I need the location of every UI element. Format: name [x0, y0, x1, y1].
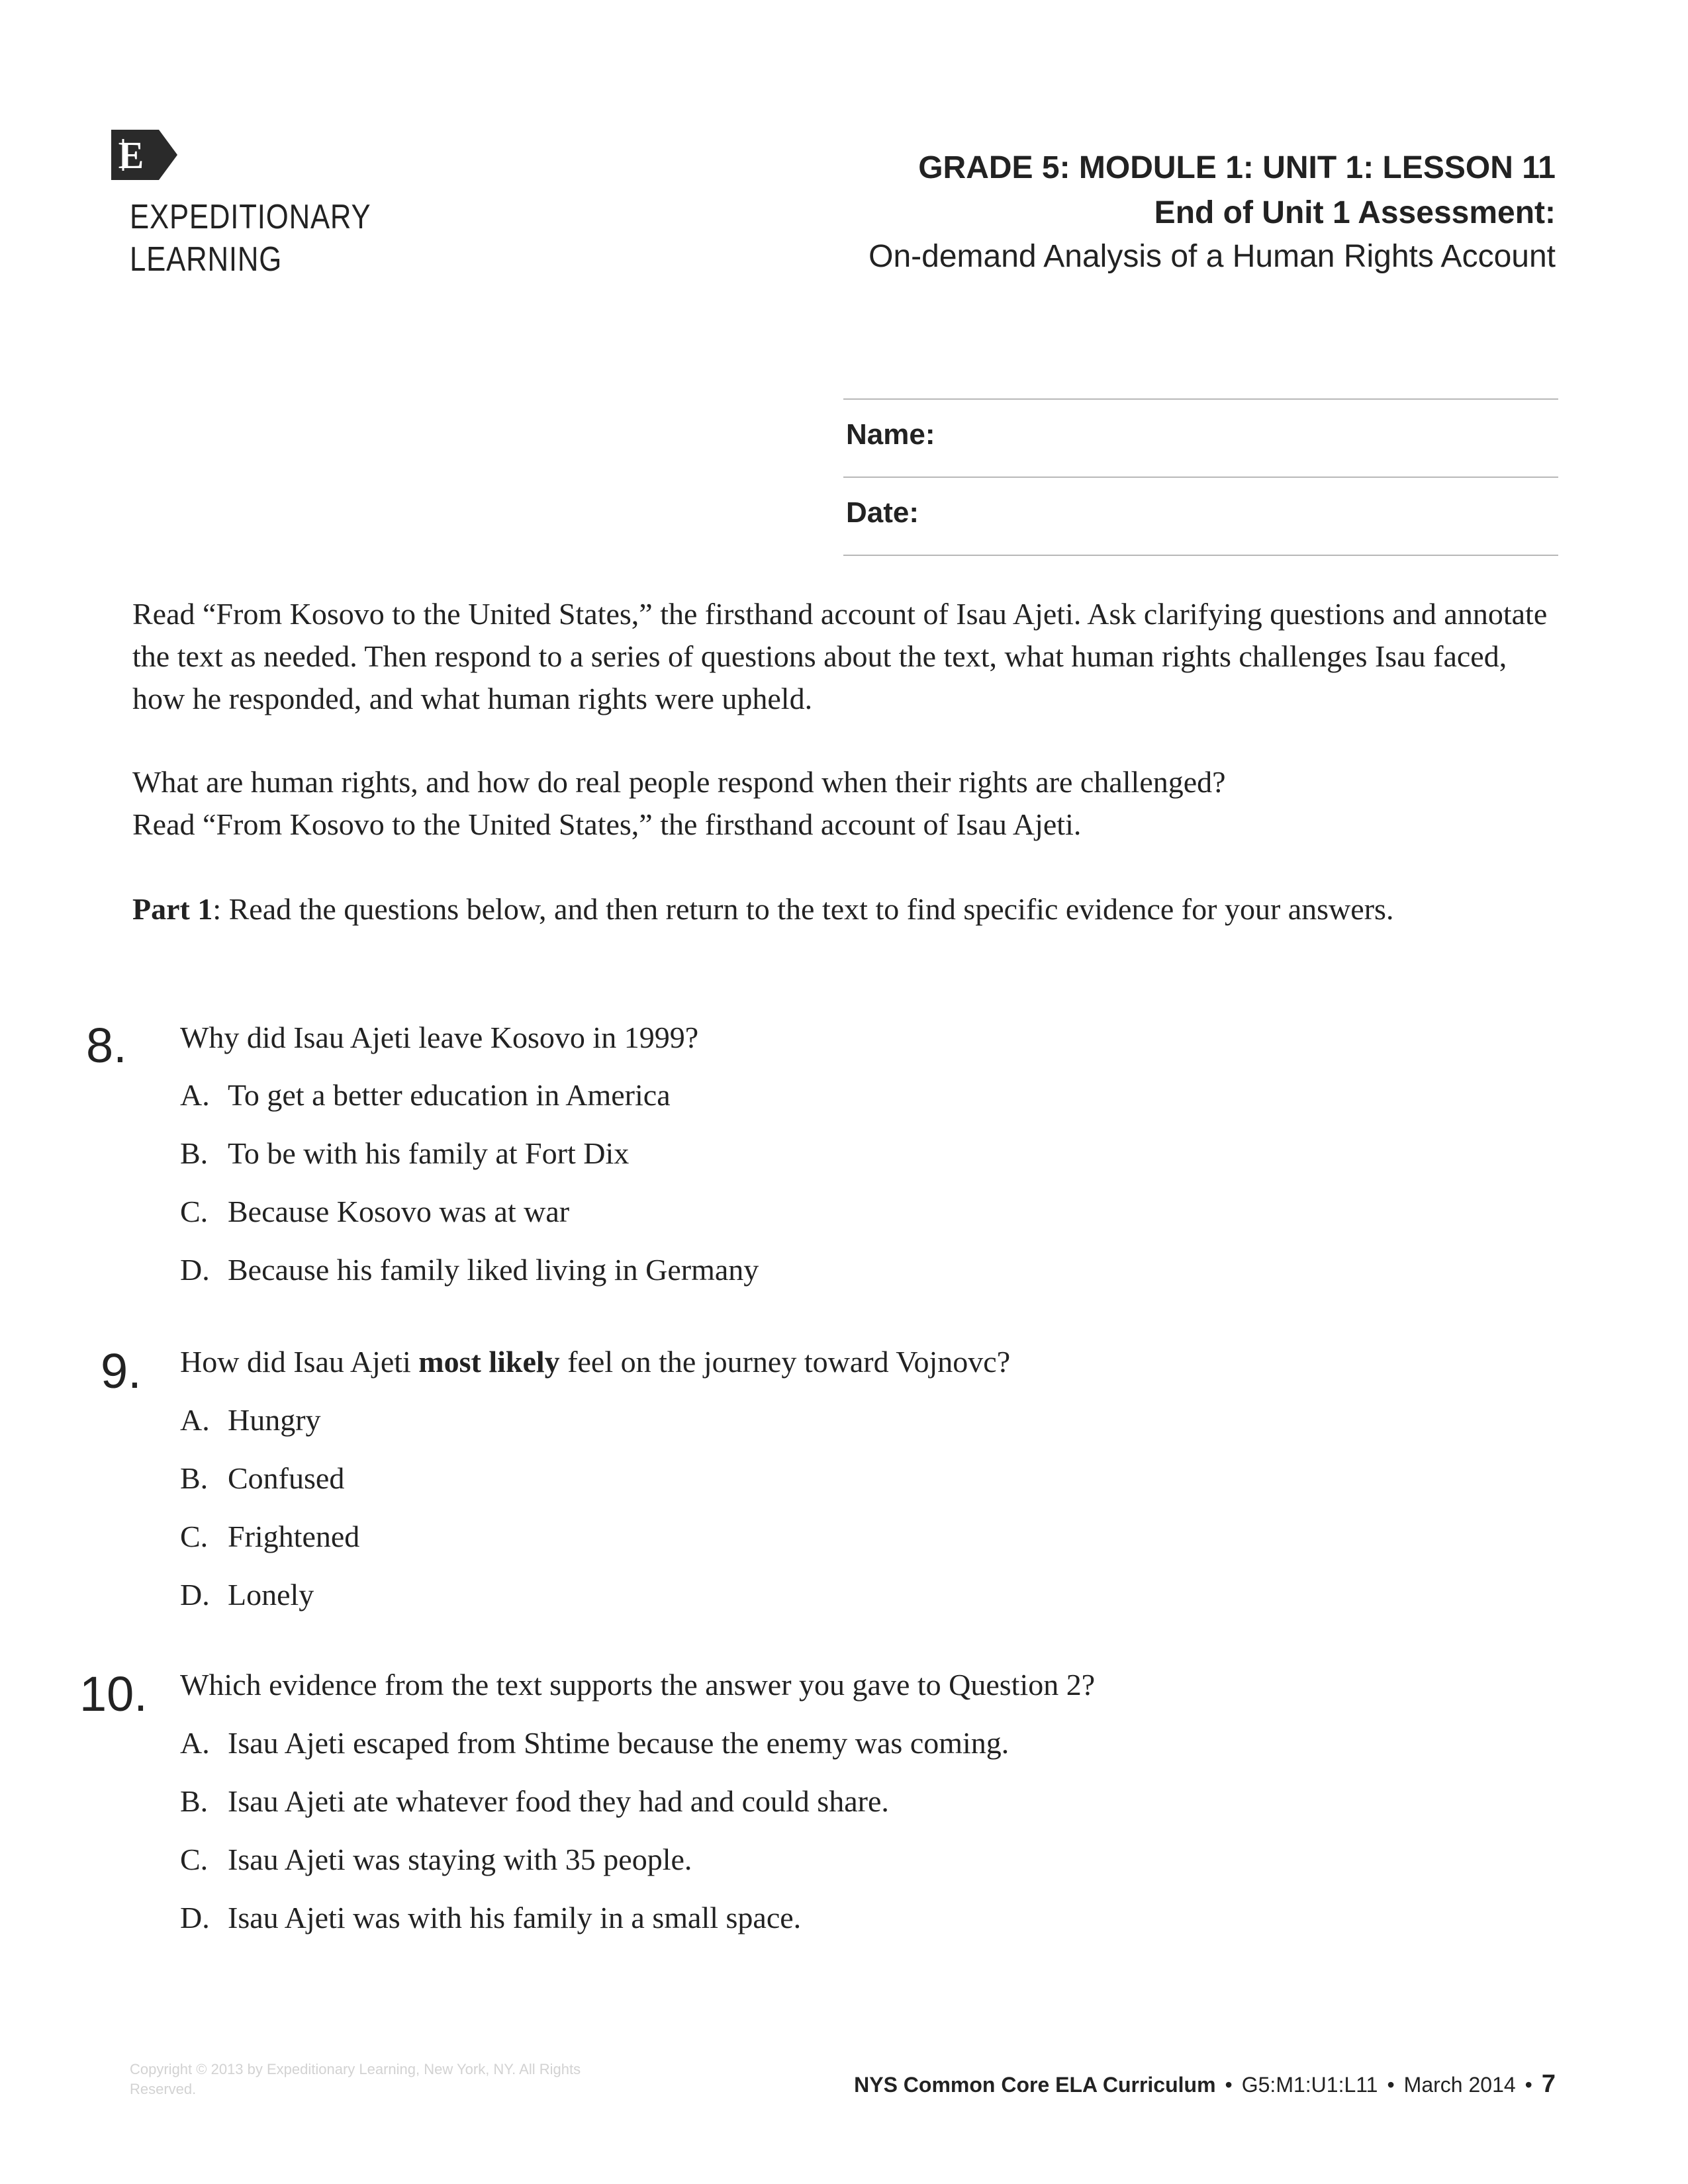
question-8-option-d[interactable]: [180, 1250, 759, 1290]
date-field-line[interactable]: [843, 555, 1558, 556]
footer-date: March 2014: [1403, 2073, 1516, 2097]
question-9-emphasis: most likely: [418, 1345, 560, 1379]
question-9-text-end: feel on the journey toward Vojnovc?: [559, 1345, 1011, 1379]
name-top-rule: [843, 398, 1558, 400]
option-text: Frightened: [228, 1520, 360, 1553]
option-letter: B.: [180, 1461, 209, 1495]
question-number-9: 9.: [101, 1343, 142, 1398]
option-text: Isau Ajeti ate whatever food they had and could share.: [228, 1784, 889, 1818]
footer-separator: •: [1524, 2073, 1532, 2097]
footer-separator: •: [1225, 2073, 1233, 2097]
grade-module-heading: GRADE 5: MODULE 1: UNIT 1: LESSON 11: [918, 150, 1556, 185]
option-letter: B.: [180, 1784, 209, 1818]
option-letter: C.: [180, 1195, 209, 1228]
assessment-subtitle: On-demand Analysis of a Human Rights Account: [868, 239, 1556, 274]
lesson-code: G5:M1:U1:L11: [1241, 2073, 1378, 2097]
question-8-option-c[interactable]: [180, 1192, 569, 1232]
question-9-text: [180, 1342, 1010, 1382]
name-label: Name:: [846, 418, 935, 451]
instructions-paragraph: Read “From Kosovo to the United States,” the firsthand account of Isau Ajeti. Ask clarifying questions and annotate the text as needed. Then respond to a series of questions about the text, what human rights challenges Isau faced, how he responded, and what human rights were upheld.: [132, 597, 1548, 715]
option-text: Because Kosovo was at war: [228, 1195, 570, 1228]
question-number-8: 8.: [86, 1018, 127, 1073]
svg-text:E: E: [118, 134, 144, 177]
logo-wordmark: [130, 196, 371, 281]
option-text: To be with his family at Fort Dix: [228, 1136, 630, 1170]
option-letter: B.: [180, 1136, 209, 1170]
logo-line-1: EXPEDITIONARY: [130, 198, 371, 236]
option-letter: C.: [180, 1520, 209, 1553]
copyright-notice: Copyright © 2013 by Expeditionary Learning, New York, NY. All Rights Reserved.: [130, 2061, 581, 2097]
reading-instruction-line: Read “From Kosovo to the United States,” the firsthand account of Isau Ajeti.: [132, 807, 1082, 841]
page-number: 7: [1541, 2070, 1556, 2098]
option-letter: A.: [180, 1403, 210, 1437]
option-text: To get a better education in America: [228, 1078, 671, 1112]
assessment-heading: End of Unit 1 Assessment:: [1154, 195, 1556, 230]
option-text: Confused: [228, 1461, 345, 1495]
question-8-option-b[interactable]: [180, 1134, 629, 1173]
option-letter: D.: [180, 1578, 210, 1612]
expeditionary-learning-logo-icon: [111, 130, 177, 180]
part-1-label: Part 1: [132, 892, 213, 926]
date-label: Date:: [846, 496, 919, 529]
question-8-option-a[interactable]: [180, 1075, 671, 1115]
focus-question-line: What are human rights, and how do real people respond when their rights are challenged?: [132, 765, 1226, 799]
page-footer: [854, 2070, 1556, 2099]
question-9-option-b[interactable]: [180, 1459, 344, 1498]
logo-line-2: LEARNING: [130, 240, 283, 279]
question-10-text: Which evidence from the text supports the answer you gave to Question 2?: [180, 1668, 1096, 1702]
option-text: Hungry: [228, 1403, 321, 1437]
option-text: Isau Ajeti escaped from Shtime because the enemy was coming.: [228, 1726, 1009, 1760]
footer-separator: •: [1387, 2073, 1395, 2097]
option-text: Lonely: [228, 1578, 314, 1612]
option-letter: A.: [180, 1078, 210, 1112]
question-9-option-d[interactable]: [180, 1575, 314, 1615]
question-9-option-a[interactable]: [180, 1400, 321, 1440]
curriculum-name: NYS Common Core ELA Curriculum: [854, 2073, 1216, 2097]
option-text: Isau Ajeti was with his family in a small space.: [228, 1901, 802, 1934]
option-letter: D.: [180, 1253, 210, 1287]
question-number-10: 10.: [79, 1666, 148, 1721]
option-text: Because his family liked living in Germany: [228, 1253, 759, 1287]
option-letter: D.: [180, 1901, 210, 1934]
question-10-option-c[interactable]: [180, 1840, 692, 1880]
option-letter: A.: [180, 1726, 210, 1760]
part-1-instructions: [132, 888, 1562, 931]
question-10-option-a[interactable]: [180, 1723, 1009, 1763]
question-10-option-d[interactable]: [180, 1898, 801, 1938]
option-text: Isau Ajeti was staying with 35 people.: [228, 1843, 692, 1876]
question-9-option-c[interactable]: [180, 1517, 359, 1557]
question-8-text: Why did Isau Ajeti leave Kosovo in 1999?: [180, 1021, 699, 1054]
part-1-text: : Read the questions below, and then return to the text to find specific evidence for your answers.: [212, 892, 1394, 926]
question-10-option-b[interactable]: [180, 1782, 889, 1821]
option-letter: C.: [180, 1843, 209, 1876]
name-field-line[interactable]: [843, 477, 1558, 478]
focus-question-paragraph: [132, 761, 1562, 846]
question-9-text-start: How did Isau Ajeti: [180, 1345, 419, 1379]
